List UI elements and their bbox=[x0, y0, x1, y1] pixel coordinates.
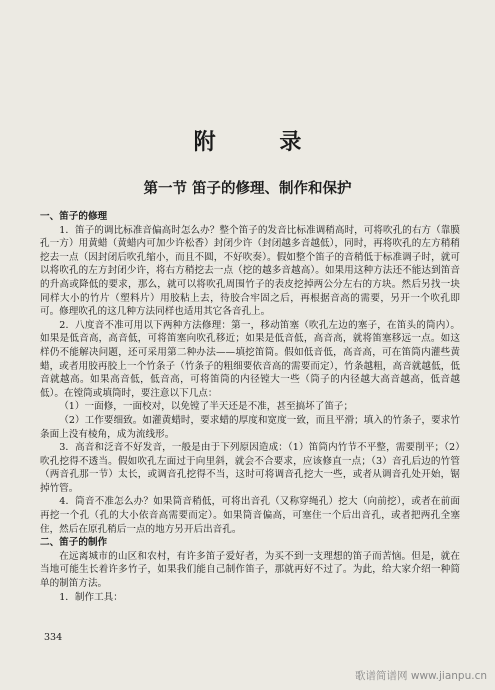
appendix-title: 附 录 bbox=[193, 129, 330, 155]
paragraph-tube-note: 4．筒音不准怎么办？如果筒音稍低，可将出音孔（又称穿绳孔）挖大（向前挖），或者在前面再挖一个孔（孔的大小依音高需要而定）。如果筒音偏高，可塞住一个后出音孔，或者把两孔全塞住，然后在原孔稍后一点的地方另开后出音孔。 bbox=[40, 496, 460, 535]
paragraph-octave: 2．八度音不准可用以下两种方法修理：第一，移动笛塞（吹孔左边的塞子，在笛头的筒内）。如果是低音高，高音低，可将笛塞向吹孔移近；如果是低音低，高音高，就将笛塞移远一点。如这样仍不能解决问题，还可采用第二种办法——填挖笛筒。假如低音低，高音高，可在笛筒内灌些黄蜡，或者用胶再胶上一个竹条子（竹条子的粗细要依音高的需要而定），竹条越粗，高音就越低，低音就越高。如果高音低，低音高，可将笛筒的内径镗大一些（筒子的内径越大高音越高，低音越低）。在镗筒或填筒时，要注意以下几点： bbox=[40, 319, 460, 399]
paragraph-making-intro: 在远离城市的山区和农村，有许多笛子爱好者，为买不到一支理想的笛子而苦恼。但是，就在当地可能生长着许多竹子，如果我们能自己制作笛子，那就再好不过了。为此，给大家介绍一种简单的制笛方法。 bbox=[40, 550, 460, 590]
paragraph-note-2: （2）工作要细致。如灌黄蜡时，要求蜡的厚度和宽度一致，而且平滑；填入的竹条子，要求竹条面上没有棱角，成为流线形。 bbox=[40, 414, 460, 440]
body-text bbox=[40, 210, 460, 604]
paragraph-high-notes: 3．高音和泛音不好发音，一般是由于下列原因造成：（1）笛筒内竹节不平整，需要削平；（2）吹孔挖得不透当。假如吹孔左面过于向里斜，就会不合要求，应该修直一点；（3）音孔后边的竹管（两音孔那一节）太长，或调音孔挖得不当，这时可将调音孔挖大一些，或者从调音孔处开始，锯掉竹管。 bbox=[40, 442, 460, 494]
watermark: 歌谱简谱网 www.jianpu.cn bbox=[355, 670, 487, 682]
paragraph-tools: 1．制作工具： bbox=[59, 591, 123, 603]
paragraph-note-1: （1）一面修，一面校对，以免镗了半天还是不准，甚至搞坏了笛子； bbox=[59, 401, 354, 413]
subheading-making: 二、笛子的制作 bbox=[40, 537, 108, 549]
paragraph-pitch-high: 1．笛子的调比标准音偏高时怎么办？整个笛子的发音比标准调稍高时，可将吹孔的右方（靠膜孔一方）用黄蜡（黄蜡内可加少许松香）封闭少许（封闭越多音越低），同时，再将吹孔的左方稍稍挖去一点（因封闭后吹孔缩小，而且不圆，不好吹奏）。假如整个笛子的音稍低于标准调子时，就可以将吹孔的左方封闭少许，将右方稍挖去一点（挖的越多音越高）。如果用这种方法还不能达到笛音的升高或降低的要求，那么，就可以将吹孔周围竹子的表皮挖掉两公分左右的方块。然后另找一块同样大小的竹片（塑料片）用胶粘上去，待胶合牢固之后，再根据音高的需要，另开一个吹孔即可。修理吹孔的这几种方法同样也适用其它各音孔上。 bbox=[40, 224, 460, 318]
page-number: 334 bbox=[44, 632, 63, 643]
subheading-repair: 一、笛子的修理 bbox=[40, 211, 108, 222]
section-title: 第一节 笛子的修理、制作和保护 bbox=[143, 180, 352, 197]
